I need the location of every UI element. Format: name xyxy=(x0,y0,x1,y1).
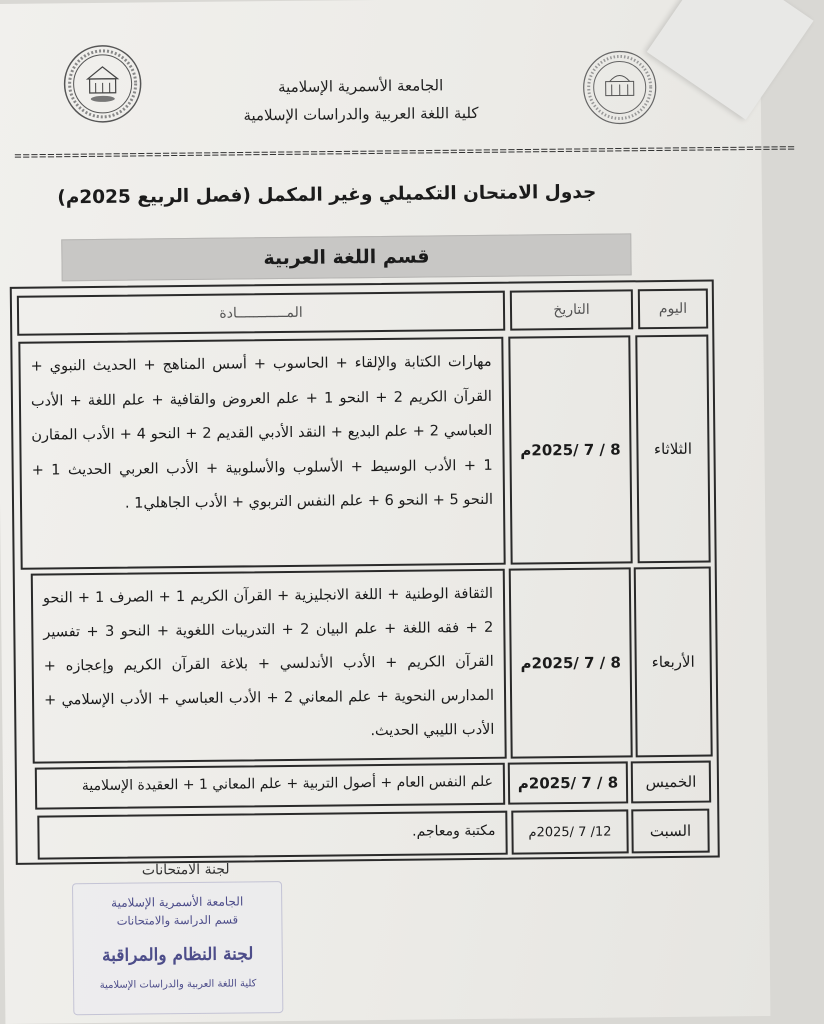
date-label: 8 / 7 /2025م xyxy=(518,774,618,793)
table-row-subjects xyxy=(37,811,507,860)
header-day xyxy=(638,289,708,330)
day-label: الأربعاء xyxy=(652,653,695,671)
table-row-date xyxy=(508,335,632,564)
stamp-committee: لجنة النظام والمراقبة xyxy=(74,944,282,966)
table-row-subjects xyxy=(35,763,505,810)
department-banner xyxy=(61,233,631,281)
university-seal-logo xyxy=(61,42,144,125)
exam-committee-label: لجنة الامتحانات xyxy=(142,862,230,879)
table-row-subjects xyxy=(18,337,505,570)
college-name: كلية اللغة العربية والدراسات الإسلامية xyxy=(196,98,526,129)
subjects-text: مكتبة ومعاجم. xyxy=(412,814,496,849)
table-row-date xyxy=(511,809,628,854)
institution-header xyxy=(196,70,527,129)
table-row-date xyxy=(508,761,628,804)
document-title: جدول الامتحان التكميلي وغير المكمل (فصل الربيع 2025م) xyxy=(57,182,597,209)
double-rule-divider: =============================================================================================== xyxy=(14,140,714,163)
day-label: السبت xyxy=(650,822,692,840)
folded-corner xyxy=(647,0,814,120)
date-label: 12/ 7 /2025م xyxy=(528,824,611,840)
faculty-emblem-logo xyxy=(579,47,660,128)
header-date xyxy=(510,289,633,330)
date-label: 8 / 7 /2025م xyxy=(520,440,620,459)
header-subject xyxy=(17,291,505,336)
stamp-college: كلية اللغة العربية والدراسات الإسلامية xyxy=(74,978,282,991)
table-row-subjects xyxy=(31,569,507,764)
day-label: الخميس xyxy=(646,773,697,792)
header-date-label: التاريخ xyxy=(553,302,590,318)
table-row-day xyxy=(631,761,711,804)
subjects-text: علم النفس العام + أصول التربية + علم المعاني 1 + العقيدة الإسلامية xyxy=(82,765,493,804)
table-row-day xyxy=(634,567,713,758)
date-label: 8 / 7 /2025م xyxy=(521,653,621,672)
stamp-university: الجامعة الأسمرية الإسلامية xyxy=(73,894,281,910)
subjects-text: الثقافة الوطنية + اللغة الانجليزية + القرآن الكريم 1 + الصرف 1 + النحو 2 + فقه اللغة + علم البيان 2 + التدريبات اللغوية + النحو 3 + تفسير القرآن الكريم + الأدب الأندلسي + بلاغة القرآن الكريم وإعجازه + المدارس النحوية + علم المعاني 2 + الأدب العباسي + الأدب الإسلامي + الأدب الليبي الحديث. xyxy=(43,577,495,752)
department-name: قسم اللغة العربية xyxy=(263,245,429,269)
table-row-day xyxy=(635,335,710,564)
header-day-label: اليوم xyxy=(659,301,687,317)
university-name: الجامعة الأسمرية الإسلامية xyxy=(196,70,526,101)
official-stamp xyxy=(72,881,283,1015)
subjects-text: مهارات الكتابة والإلقاء + الحاسوب + أسس المناهج + الحديث النبوي + القرآن الكريم 2 + النحو 1 + علم العروض والقافية + علم اللغة + الأدب العباسي 2 + علم البديع + النقد الأدبي القديم 2 + النحو 4 + الأدب المقارن 1 + الأدب الوسيط + الأسلوب والأسلوبية + الأدب العربي الحديث 1 + النحو 5 + النحو 6 + علم النفس التربوي + الأدب الجاهلي1 . xyxy=(30,345,493,522)
stamp-department: قسم الدراسة والامتحانات xyxy=(73,912,281,928)
header-subject-label: المــــــــــــادة xyxy=(219,305,302,322)
table-row-day xyxy=(631,809,709,854)
day-label: الثلاثاء xyxy=(654,440,692,458)
table-row-date xyxy=(509,567,633,758)
